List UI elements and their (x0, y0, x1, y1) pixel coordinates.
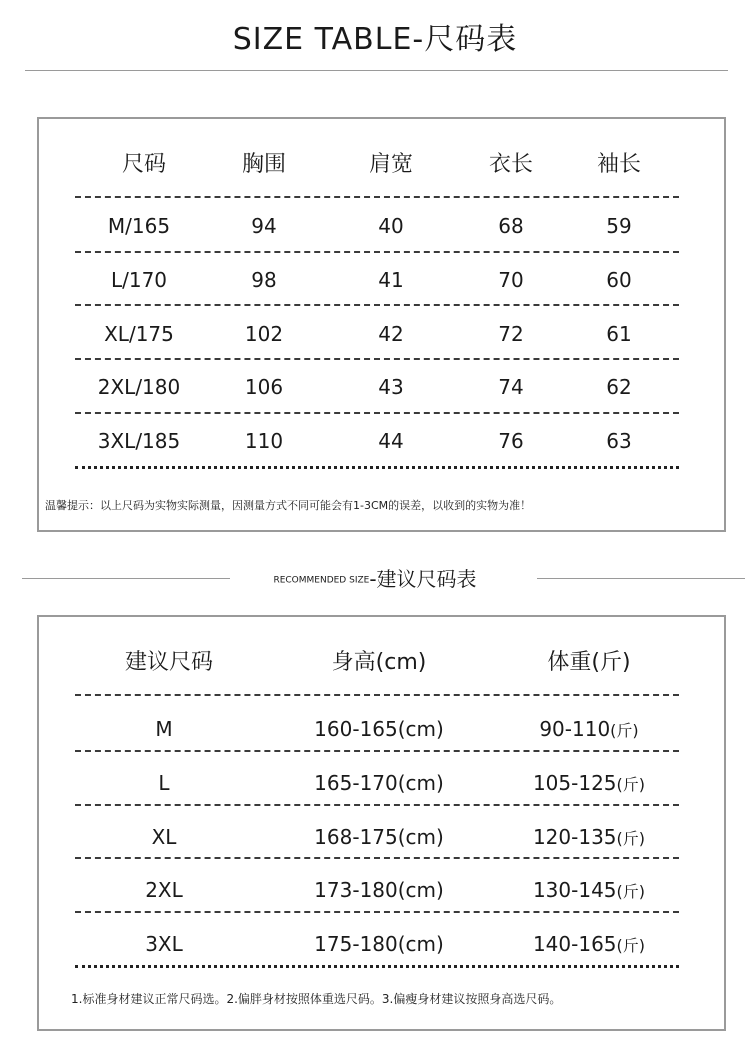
table-row (39, 863, 724, 917)
cell-size: L/170 (110, 268, 168, 292)
cell-height: 175-180(cm) (314, 932, 444, 956)
cell-weight: 105-125(斤) (532, 771, 646, 795)
cell-length: 72 (498, 322, 524, 346)
table-row (39, 414, 724, 468)
table-row (39, 307, 724, 361)
table-row (39, 199, 724, 253)
table-bottom-divider (75, 466, 679, 469)
table-row (39, 360, 724, 414)
cell-chest: 98 (251, 268, 277, 292)
cell-shoulder: 42 (378, 322, 404, 346)
cell-shoulder: 41 (378, 268, 404, 292)
cell-height: 173-180(cm) (314, 878, 444, 902)
cell-size: M/165 (107, 214, 171, 238)
header-recommended-size: 建议尺码 (124, 650, 213, 675)
row-divider (75, 911, 679, 913)
selection-note: 1.标准身材建议正常尺码选。2.偏胖身材按照体重选尺码。3.偏瘦身材建议按照身高选尺码。 (71, 992, 562, 1006)
cell-weight: 140-165(斤) (532, 932, 646, 956)
row-divider (75, 196, 679, 198)
cell-height: 168-175(cm) (314, 825, 444, 849)
table-bottom-divider (75, 965, 679, 968)
cell-size: 3XL (145, 932, 183, 956)
measurement-note: 温馨提示：以上尺码为实物实际测量，因测量方式不同可能会有1-3CM的误差，以收到的实物为准！ (45, 499, 532, 512)
cell-chest: 110 (244, 429, 284, 453)
row-divider (75, 750, 679, 752)
cell-weight: 130-145(斤) (532, 878, 646, 902)
cell-size: 3XL/185 (97, 429, 181, 453)
size-table (37, 117, 726, 532)
header-shoulder: 肩宽 (368, 152, 413, 177)
cell-size: 2XL/180 (97, 375, 181, 399)
header-size: 尺码 (121, 152, 166, 177)
cell-size: XL (151, 825, 177, 849)
cell-shoulder: 43 (378, 375, 404, 399)
recommended-title (0, 563, 750, 592)
page-title: SIZE TABLE-尺码表 (232, 22, 518, 57)
cell-chest: 102 (244, 322, 284, 346)
row-divider (75, 694, 679, 696)
cell-weight: 90-110(斤) (539, 717, 639, 741)
cell-length: 76 (498, 429, 524, 453)
header-height: 身高(cm) (331, 650, 427, 675)
cell-length: 70 (498, 268, 524, 292)
cell-chest: 106 (244, 375, 284, 399)
cell-sleeve: 62 (606, 375, 632, 399)
cell-sleeve: 63 (606, 429, 632, 453)
header-weight: 体重(斤) (547, 650, 631, 675)
table-row (39, 756, 724, 810)
cell-size: XL/175 (104, 322, 174, 346)
recommended-table (37, 615, 726, 1031)
header-sleeve: 袖长 (596, 152, 641, 177)
table-row (39, 253, 724, 307)
cell-height: 165-170(cm) (314, 771, 444, 795)
cell-shoulder: 40 (378, 214, 404, 238)
cell-weight: 120-135(斤) (532, 825, 646, 849)
cell-length: 68 (498, 214, 524, 238)
cell-size: L (158, 771, 170, 795)
header-chest: 胸围 (241, 152, 286, 177)
cell-shoulder: 44 (378, 429, 404, 453)
size-table-header (39, 138, 724, 192)
recommended-table-header (39, 636, 724, 690)
cell-sleeve: 60 (606, 268, 632, 292)
cell-height: 160-165(cm) (314, 717, 444, 741)
cell-size: 2XL (145, 878, 183, 902)
recommended-title-en: RECOMMENDED SIZE (273, 575, 370, 586)
row-divider (75, 804, 679, 806)
cell-length: 74 (498, 375, 524, 399)
cell-sleeve: 61 (606, 322, 632, 346)
header-length: 衣长 (488, 152, 533, 177)
table-row (39, 702, 724, 756)
cell-size: M (155, 717, 173, 741)
table-row (39, 917, 724, 971)
recommended-title-cn: -建议尺码表 (369, 567, 477, 591)
row-divider (75, 304, 679, 306)
cell-sleeve: 59 (606, 214, 632, 238)
title-divider (25, 70, 728, 71)
table-row (39, 810, 724, 864)
cell-chest: 94 (251, 214, 277, 238)
row-divider (75, 857, 679, 859)
